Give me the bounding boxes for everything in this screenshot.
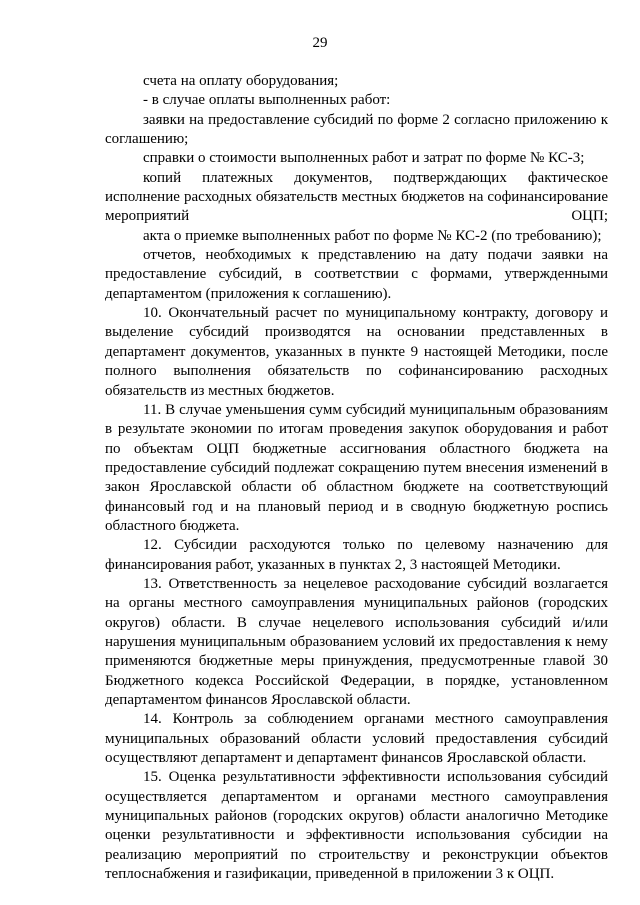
paragraph-13: 13. Ответственность за нецелевое расходование субсидий возлагается на органы местного самоуправления муниципальных районов (городских округов) области. В случае нецелевого использования субсидий и/или нарушения муниципальным образованием условий их предоставления к нему применяются бюджетные меры принуждения, предусмотренные главой 30 Бюджетного кодекса Российской Федерации, в порядке, установленном департаментом финансов Ярославской области. [105,575,608,708]
paragraph-payment-documents: копий платежных документов, подтверждающих фактическое исполнение расходных обязательств местных бюджетов на софинансирование мероприятий ОЦП; [105,169,608,225]
paragraph-invoices: счета на оплату оборудования; [143,73,339,89]
paragraph-ks2-acts: акта о приемке выполненных работ по форме № КС-2 (по требованию); [143,227,602,244]
document-body [105,72,608,884]
paragraph-10: 10. Окончательный расчет по муниципальному контракту, договору и выделение субсидий производятся на основании представленных в департамент документов, указанных в пункте 9 настоящей Методики, после полного выполнения обязательств по софинансированию расходных обязательств из местных бюджетов. [105,305,608,399]
paragraph-work-payment: - в случае оплаты выполненных работ: [143,92,391,109]
paragraph-reports: отчетов, необходимых к представлению на дату подачи заявки на предоставление субсидий, в соответствии с формами, утвержденными департаментом (приложения к соглашению). [105,247,608,302]
paragraph-ks3-certificates: справки о стоимости выполненных работ и затрат по форме № КС-3; [143,150,585,167]
paragraph-11: 11. В случае уменьшения сумм субсидий муниципальным образованиям в результате экономии по итогам проведения закупок оборудования и работ по объектам ОЦП бюджетные ассигнования областного бюджета на предоставление субсидий подлежат сокращению путем внесения изменений в закон Ярославской области об областном бюджете на соответствующий финансовый год и на плановый период и в сводную бюджетную роспись областного бюджета. [105,401,608,534]
paragraph-12: 12. Субсидии расходуются только по целевому назначению для финансирования работ, указанных в пунктах 2, 3 настоящей Методики. [105,537,608,573]
paragraph-14: 14. Контроль за соблюдением органами местного самоуправления муниципальных образований области условий предоставления субсидий осуществляют департамент и департамент финансов Ярославской области. [105,711,608,767]
paragraph-15: 15. Оценка результативности эффективности использования субсидий осуществляется департаментом и органами местного самоуправления муниципальных районов (городских округов) области аналогично Методике оценки результативности и эффективности использования субсидии на реализацию мероприятий по строительству и реконструкции объектов теплоснабжения и газификации, приведенной в приложении 3 к ОЦП. [105,769,608,883]
page-number: 29 [312,35,328,51]
paragraph-subsidy-requests: заявки на предоставление субсидий по форме 2 согласно приложению к соглашению; [105,111,608,148]
